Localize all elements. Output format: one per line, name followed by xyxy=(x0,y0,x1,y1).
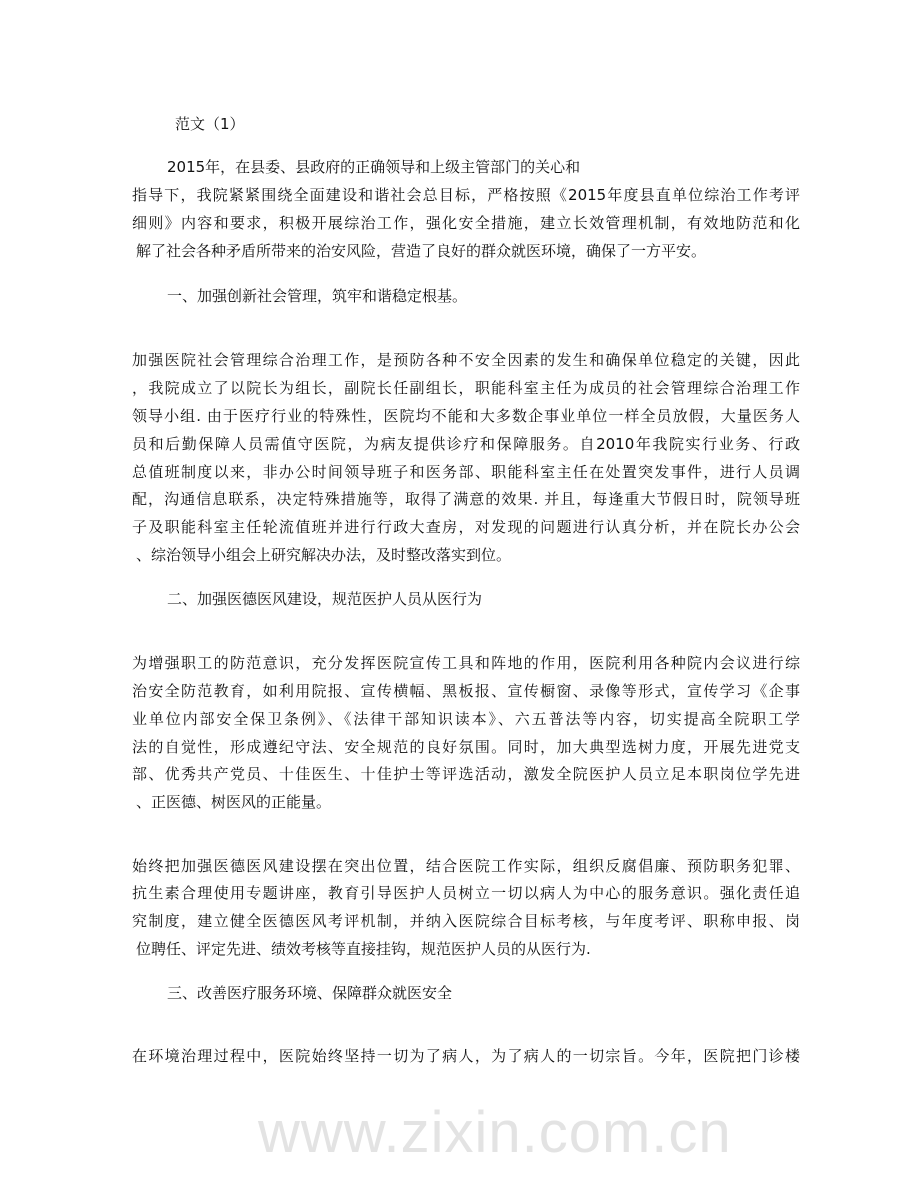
paragraph-line: 、综治领导小组会上研究解决办法，及时整改落实到位。 xyxy=(136,546,512,564)
intro-line: 解了社会各种矛盾所带来的治安风险，营造了良好的群众就医环境，确保了一方平安。 xyxy=(136,242,707,260)
paragraph-line: 总值班制度以来，非办公时间领导班子和医务部、职能科室主任在处置突发事件，进行人员调 xyxy=(132,463,800,481)
section-heading-1: 一、加强创新社会管理，筑牢和谐稳定根基。 xyxy=(167,287,468,305)
watermark: www.zixin.com.cn xyxy=(258,1100,732,1165)
paragraph-line: 、正医德、树医风的正能量。 xyxy=(136,793,332,811)
paragraph-line: 在环境治理过程中，医院始终坚持一切为了病人，为了病人的一切宗旨。今年，医院把门诊楼 xyxy=(132,1047,800,1065)
paragraph-line: 为增强职工的防范意识，充分发挥医院宣传工具和阵地的作用，医院利用各种院内会议进行综 xyxy=(132,654,800,672)
paragraph-line: 子及职能科室主任轮流值班并进行行政大查房，对发现的问题进行认真分析，并在院长办公会 xyxy=(132,518,800,536)
paragraph-line: 业单位内部安全保卫条例》、《法律干部知识读本》、六五普法等内容，切实提高全院职工学 xyxy=(132,710,800,728)
intro-line: 细则》内容和要求，积极开展综治工作，强化安全措施，建立长效管理机制，有效地防范和化 xyxy=(132,214,800,232)
paragraph-line: 法的自觉性，形成遵纪守法、安全规范的良好氛围。同时，加大典型选树力度，开展先进党支 xyxy=(132,738,800,756)
section-heading-3: 三、改善医疗服务环境、保障群众就医安全 xyxy=(167,984,453,1002)
document-title: 范文（1） xyxy=(175,115,245,133)
paragraph-line: 加强医院社会管理综合治理工作，是预防各种不安全因素的发生和确保单位稳定的关键，因此 xyxy=(132,351,800,369)
paragraph-line: 究制度，建立健全医德医风考评机制，并纳入医院综合目标考核，与年度考评、职称申报、岗 xyxy=(132,912,800,930)
intro-line: 指导下，我院紧紧围绕全面建设和谐社会总目标，严格按照《2015年度县直单位综治工作考评 xyxy=(132,186,800,204)
paragraph-line: 抗生素合理使用专题讲座，教育引导医护人员树立一切以病人为中心的服务意识。强化责任追 xyxy=(132,884,800,902)
paragraph-line: 始终把加强医德医风建设摆在突出位置，结合医院工作实际，组织反腐倡廉、预防职务犯罪、 xyxy=(132,857,800,875)
paragraph-line: 治安全防范教育，如利用院报、宣传横幅、黑板报、宣传橱窗、录像等形式，宣传学习《企事 xyxy=(132,682,800,700)
paragraph-line: 员和后勤保障人员需值守医院，为病友提供诊疗和保障服务。自2010年我院实行业务、行政 xyxy=(132,435,800,453)
paragraph-line: 部、优秀共产党员、十佳医生、十佳护士等评选活动，激发全院医护人员立足本职岗位学先进 xyxy=(132,765,800,783)
paragraph-line: ，我院成立了以院长为组长，副院长任副组长，职能科室主任为成员的社会管理综合治理工作 xyxy=(132,379,800,397)
paragraph-line: 位聘任、评定先进、绩效考核等直接挂钩，规范医护人员的从医行为. xyxy=(136,940,591,958)
paragraph-line: 配，沟通信息联系，决定特殊措施等，取得了满意的效果. 并且，每逢重大节假日时，院领导班 xyxy=(132,490,800,508)
paragraph-line: 领导小组. 由于医疗行业的特殊性，医院均不能和大多数企事业单位一样全员放假，大量医务人 xyxy=(132,407,800,425)
intro-line: 2015年，在县委、县政府的正确领导和上级主管部门的关心和 xyxy=(167,158,581,176)
section-heading-2: 二、加强医德医风建设，规范医护人员从医行为 xyxy=(167,590,483,608)
